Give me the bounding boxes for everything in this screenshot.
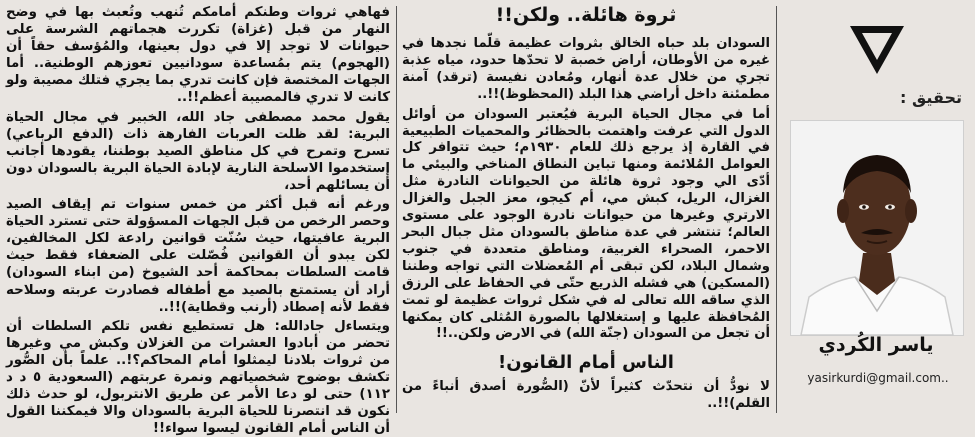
author-email: yasirkurdi@gmail.com.. — [807, 371, 949, 385]
left-paragraph-1: فهاهي ثروات وطنكم أمامكم تُنهب وتُعبث بها في وضح النهار من قبل (غزاة) تكررت هجماتهم الشرسة على حيوانات لا توجد إلا في دول بعينها، والمُؤسف حقاً أن (الهجوم) يتم بمُساعدة سودانيين تعوزهم الوطنية.. أما الجهات المختصة فإن كانت تدري بما يجري فتلك مصيبة ولو كانت لا تدري فالمصيبة أعظم!!.. — [6, 5, 390, 106]
mid-paragraph-2: أما في مجال الحياة البرية فيُعتبر السودان من أوائل الدول التي عرفت واهتمت بالحظائر والمحميات الطبيعية في القارة إذ يرجع ذلك للعام ١٩٣٠م؛ حيث تتوافر كل العوامل المُلائمة ومنها تباين النطاق المناخي والبيئي ما أدّى الي وجود ثروة هائلة من الحيوانات النادرة مثل الغزال، الريل، كبش مي، أم كيجو، معز الجبل والغزال الارتري وغيرها من حيوانات نادرة الوجود على مستوى العالم؛ تنتشر في عدة مناطق بالسودان مثل جبال البحر الاحمر، الصحراء الغربية، ومناطق متعددة في جنوب وشمال البلاد، لكن تبقى أم المُعضلات التي تواجه وطننا (المسكين) هي فشله الذريع حتّى في الحفاظ على الرزق الذي ساقه الله تعالى له في شكل ثروات عظيمة لو تمت المُحافظة عليها و إستغلالها بالصورة المُثلى كان يمكنها أن تجعل من السودان (جنّة الله) في الارض ولكن..!! — [402, 106, 770, 342]
left-paragraph-3: ورغم أنه قبل أكثر من خمس سنوات تم إيقاف الصيد وحصر الرخص من قبل الجهات المسؤولة حتى تسترد الحياة البرية عافيتها، حيث سُنّت قوانين رادعة لكل المخالفين، لكن يبدو أن القوانين فُصّلت على الضعفاء فقط حيث قامت السلطات بمحاكمة أحد الشيوخ (من ابناء السودان) أراد أن يستمتع بالصيد مع أطفاله فصادرت عربته وسلاحه فقط لأنه إصطاد (أرنب وقطاية)!!.. — [6, 197, 390, 315]
column-divider — [396, 6, 397, 413]
column-divider — [776, 6, 777, 413]
author-sidebar — [782, 0, 972, 421]
mid-paragraph-1: السودان بلد حباه الخالق بثروات عظيمة قلّما نجدها في غيره من الأوطان، أراض خصبة لا تحدّها حدود، مياه عذبة تجري من خلال عدة أنهار، ومُعادن نفيسة (ترقد) آمنة مطمئنة داخل أراضي هذا البلد (المحظوظ)!!.. — [402, 36, 770, 102]
article-title: ثروة هائلة.. ولكن!! — [495, 4, 677, 26]
article-column-left — [6, 4, 390, 437]
left-paragraph-4: ويتساءل جادالله: هل تستطيع نفس تلكم السلطات أن تحضر من أبادوا العشرات من الغزلان وكبش مي وغيرها من ثروات بلادنا ليمثلوا أمام المحاكم؟!.. علماً بأن الصُّور تكشف بوضوح شخصياتهم ونمرة عربتهم (السعودية ٥ د د ١١٢) حتى لو دعا الأمر عن طريق الانتربول، لو حدث ذلك نكون قد انتصرنا للحياة البرية بالسودان والا فيمكننا القول أن الناس أمام القانون ليسوا سواء!! — [6, 318, 390, 437]
author-photo — [790, 120, 964, 336]
article-column-middle — [402, 2, 770, 416]
mid-closing-line: لا نودُّ أن نتحدّث كثيراً لأنّ (الصُّورة أصدق أنباءً من القلم)!!.. — [402, 379, 770, 412]
section-label: تحقيق : — [900, 88, 962, 107]
author-name: ياسر الكُردي — [818, 334, 934, 356]
left-paragraph-2: يقول محمد مصطفى جاد الله، الخبير في مجال الحياة البرية: لقد ظلت العربات الفارهة ذات (الدفع الرباعي) تسرح وتمرح في كل مناطق الصيد بوطننا، يقودها أجانب إستخدموا الاسلحة النارية لإبادة الحياة البرية بالسودان دون أن يسائلهم أحد، — [6, 109, 390, 193]
section-subtitle: الناس أمام القانون! — [498, 352, 674, 374]
section-logo-icon — [848, 24, 906, 76]
